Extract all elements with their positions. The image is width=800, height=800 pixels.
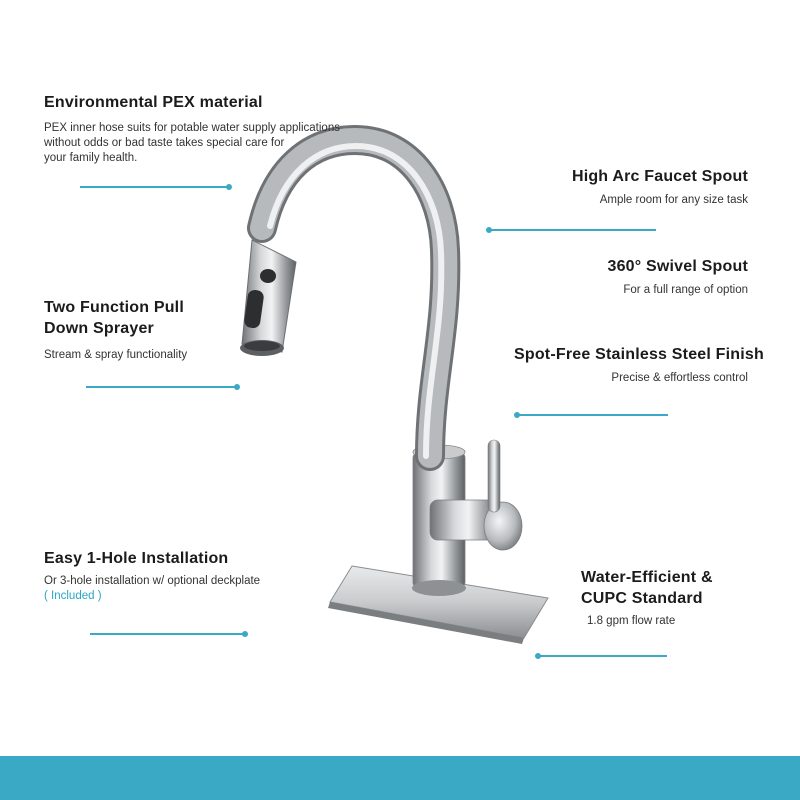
callout-line-pex bbox=[80, 186, 230, 188]
feature-arc bbox=[488, 166, 748, 208]
callout-line-install bbox=[90, 633, 246, 635]
callout-line-water bbox=[537, 655, 667, 657]
feature-finish bbox=[464, 344, 764, 386]
feature-pex-title: Environmental PEX material bbox=[44, 94, 263, 111]
callout-line-finish bbox=[516, 414, 668, 416]
feature-swivel-desc: For a full range of option bbox=[623, 284, 748, 296]
callout-line-arc bbox=[488, 229, 656, 231]
feature-sprayer bbox=[44, 297, 264, 363]
feature-pex-desc bbox=[44, 121, 404, 166]
callout-dot bbox=[234, 384, 240, 390]
callout-dot bbox=[486, 227, 492, 233]
feature-install bbox=[44, 548, 344, 604]
feature-water bbox=[581, 567, 791, 629]
feature-arc-desc: Ample room for any size task bbox=[599, 194, 748, 206]
feature-install-note: ( Included ) bbox=[44, 590, 102, 602]
bottom-accent-bar bbox=[0, 756, 800, 800]
feature-pex-desc-line: PEX inner hose suits for potable water supply applications bbox=[44, 122, 340, 134]
feature-install-title: Easy 1-Hole Installation bbox=[44, 550, 229, 567]
callout-dot bbox=[242, 631, 248, 637]
feature-install-desc-text: Or 3-hole installation w/ optional deckplate bbox=[44, 575, 261, 587]
feature-install-desc bbox=[44, 574, 344, 604]
feature-finish-desc: Precise & effortless control bbox=[611, 372, 748, 384]
callout-dot bbox=[514, 412, 520, 418]
feature-pex-desc-line: without odds or bad taste takes special care for bbox=[44, 137, 285, 149]
feature-water-desc: 1.8 gpm flow rate bbox=[587, 615, 676, 627]
feature-arc-title: High Arc Faucet Spout bbox=[571, 168, 748, 185]
feature-pex-desc-line: your family health. bbox=[44, 152, 138, 164]
feature-finish-title: Spot-Free Stainless Steel Finish bbox=[513, 346, 764, 363]
feature-swivel-title: 360° Swivel Spout bbox=[607, 258, 748, 275]
feature-pex bbox=[44, 92, 404, 166]
callout-line-sprayer bbox=[86, 386, 238, 388]
feature-sprayer-title-line: Two Function Pull bbox=[44, 299, 184, 316]
feature-water-title-line: CUPC Standard bbox=[581, 590, 703, 607]
feature-swivel bbox=[488, 256, 748, 298]
callout-dot bbox=[535, 653, 541, 659]
callout-dot bbox=[226, 184, 232, 190]
feature-sprayer-desc: Stream & spray functionality bbox=[44, 349, 188, 361]
feature-water-title-line: Water-Efficient & bbox=[581, 569, 713, 586]
feature-sprayer-title-line: Down Sprayer bbox=[44, 320, 154, 337]
